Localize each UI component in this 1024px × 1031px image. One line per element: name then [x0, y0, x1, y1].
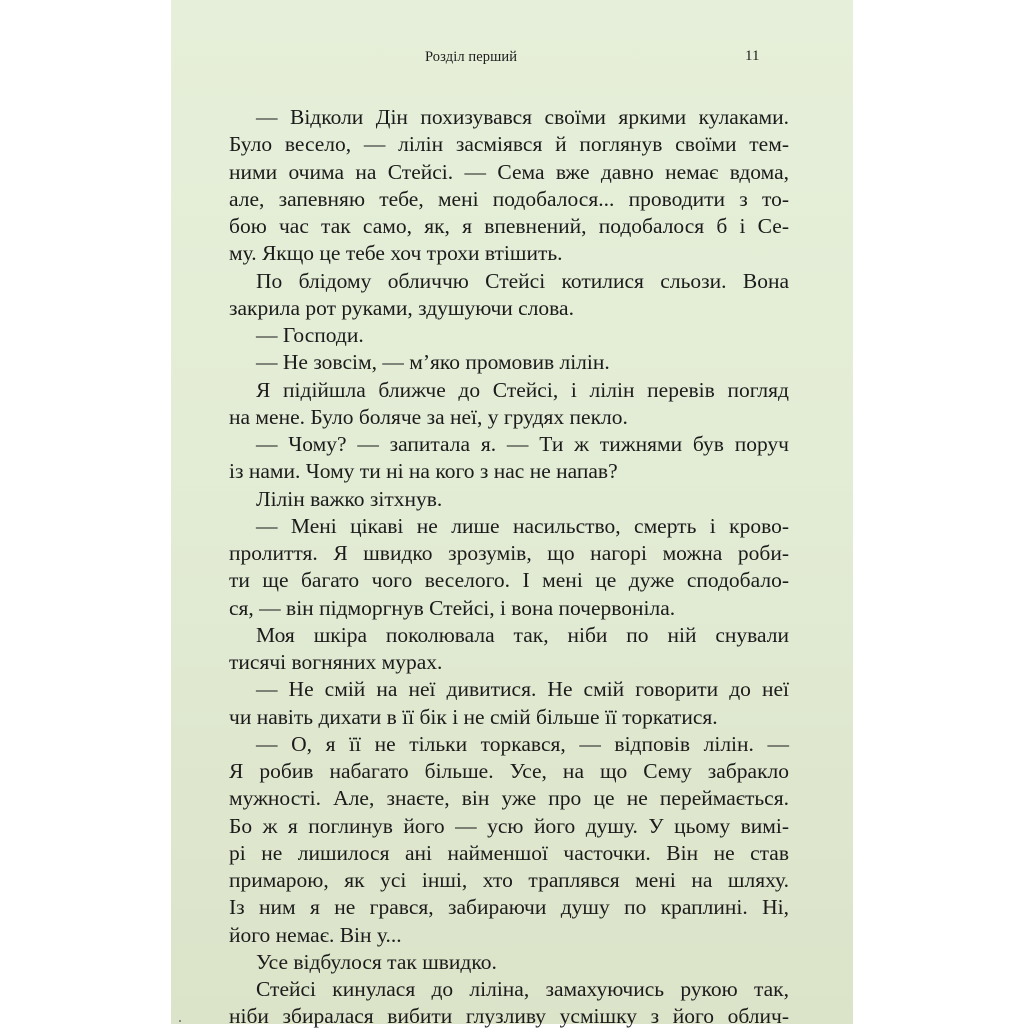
text-line: пролиття. Я швидко зрозумів, що нагорі можна роби- — [229, 541, 789, 565]
text-line: його немає. Він у... — [229, 922, 402, 947]
text-line: Лілін важко зітхнув. — [256, 486, 443, 511]
text-line: — Відколи Дін похизувався своїми яркими кулаками. — [256, 105, 789, 129]
text-line: По блідому обличчю Стейсі котилися сльози. Вона — [256, 268, 789, 293]
text-line: ними очима на Стейсі. — Сема вже давно немає вдома, — [229, 159, 789, 184]
text-line: на мене. Було боляче за неї, у грудях пекло. — [229, 404, 628, 429]
text-line: ти ще багато чого веселого. І мені це дуже сподобало- — [229, 568, 789, 593]
text-line: чи навіть дихати в її бік і не смій більше її торкатися. — [229, 704, 718, 729]
text-line: — Не зовсім, — м’яко промовив лілін. — [256, 350, 610, 375]
text-line: — Чому? — запитала я. — Ти ж тижнями був поруч — [256, 432, 789, 456]
paper-speck — [179, 1020, 181, 1022]
body-text — [229, 104, 789, 1031]
text-line: але, запевняю тебе, мені подобалося... проводити з то- — [229, 186, 789, 211]
text-line: Із ним я не грався, забираючи душу по краплині. Ні, — [229, 895, 789, 920]
text-line: — Господи. — [256, 323, 364, 347]
text-line: — О, я її не тільки торкався, — відповів лілін. — — [256, 731, 789, 756]
running-head — [171, 46, 853, 70]
text-line: примарою, як усі інші, хто траплявся мені на шляху. — [229, 868, 789, 892]
text-line: Було весело, — лілін засміявся й поглянув своїми тем- — [229, 132, 789, 157]
text-line: Я підійшла ближче до Стейсі, і лілін перевів погляд — [256, 377, 789, 402]
text-line: му. Якщо це тебе хоч трохи втішить. — [229, 241, 563, 266]
text-line: ся, — він підморгнув Стейсі, і вона почервоніла. — [229, 595, 676, 620]
text-line: — Не смій на неї дивитися. Не смій говорити до неї — [256, 677, 789, 702]
text-line: Стейсі кинулася до ліліна, замахуючись рукою так, — [256, 977, 789, 1001]
chapter-title: Розділ перший — [425, 49, 518, 65]
text-line: тисячі вогняних мурах. — [229, 650, 443, 674]
text-line: Я робив набагато більше. Усе, на що Сему забракло — [229, 759, 789, 783]
text-line: із нами. Чому ти ні на кого з нас не напав? — [229, 459, 618, 484]
text-line: мужності. Але, знаєте, він уже про це не переймається. — [229, 786, 789, 811]
text-line: ніби збиралася вибити глузливу усмішку з його облич- — [229, 1004, 789, 1029]
text-line: — Мені цікаві не лише насильство, смерть і крово- — [256, 513, 789, 538]
book-page — [171, 0, 853, 1029]
page-number: 11 — [745, 48, 760, 64]
text-line: Усе відбулося так швидко. — [256, 949, 497, 974]
text-line: Бо ж я поглинув його — усю його душу. У цьому вимі- — [229, 813, 789, 838]
text-line: бою час так само, як, я впевнений, подобалося б і Се- — [229, 214, 789, 238]
text-line: рі не лишилося ані найменшої часточки. Він не став — [229, 840, 789, 865]
text-line: закрила рот руками, здушуючи слова. — [229, 295, 574, 320]
text-line: Моя шкіра поколювала так, ніби по ній снували — [256, 622, 789, 647]
